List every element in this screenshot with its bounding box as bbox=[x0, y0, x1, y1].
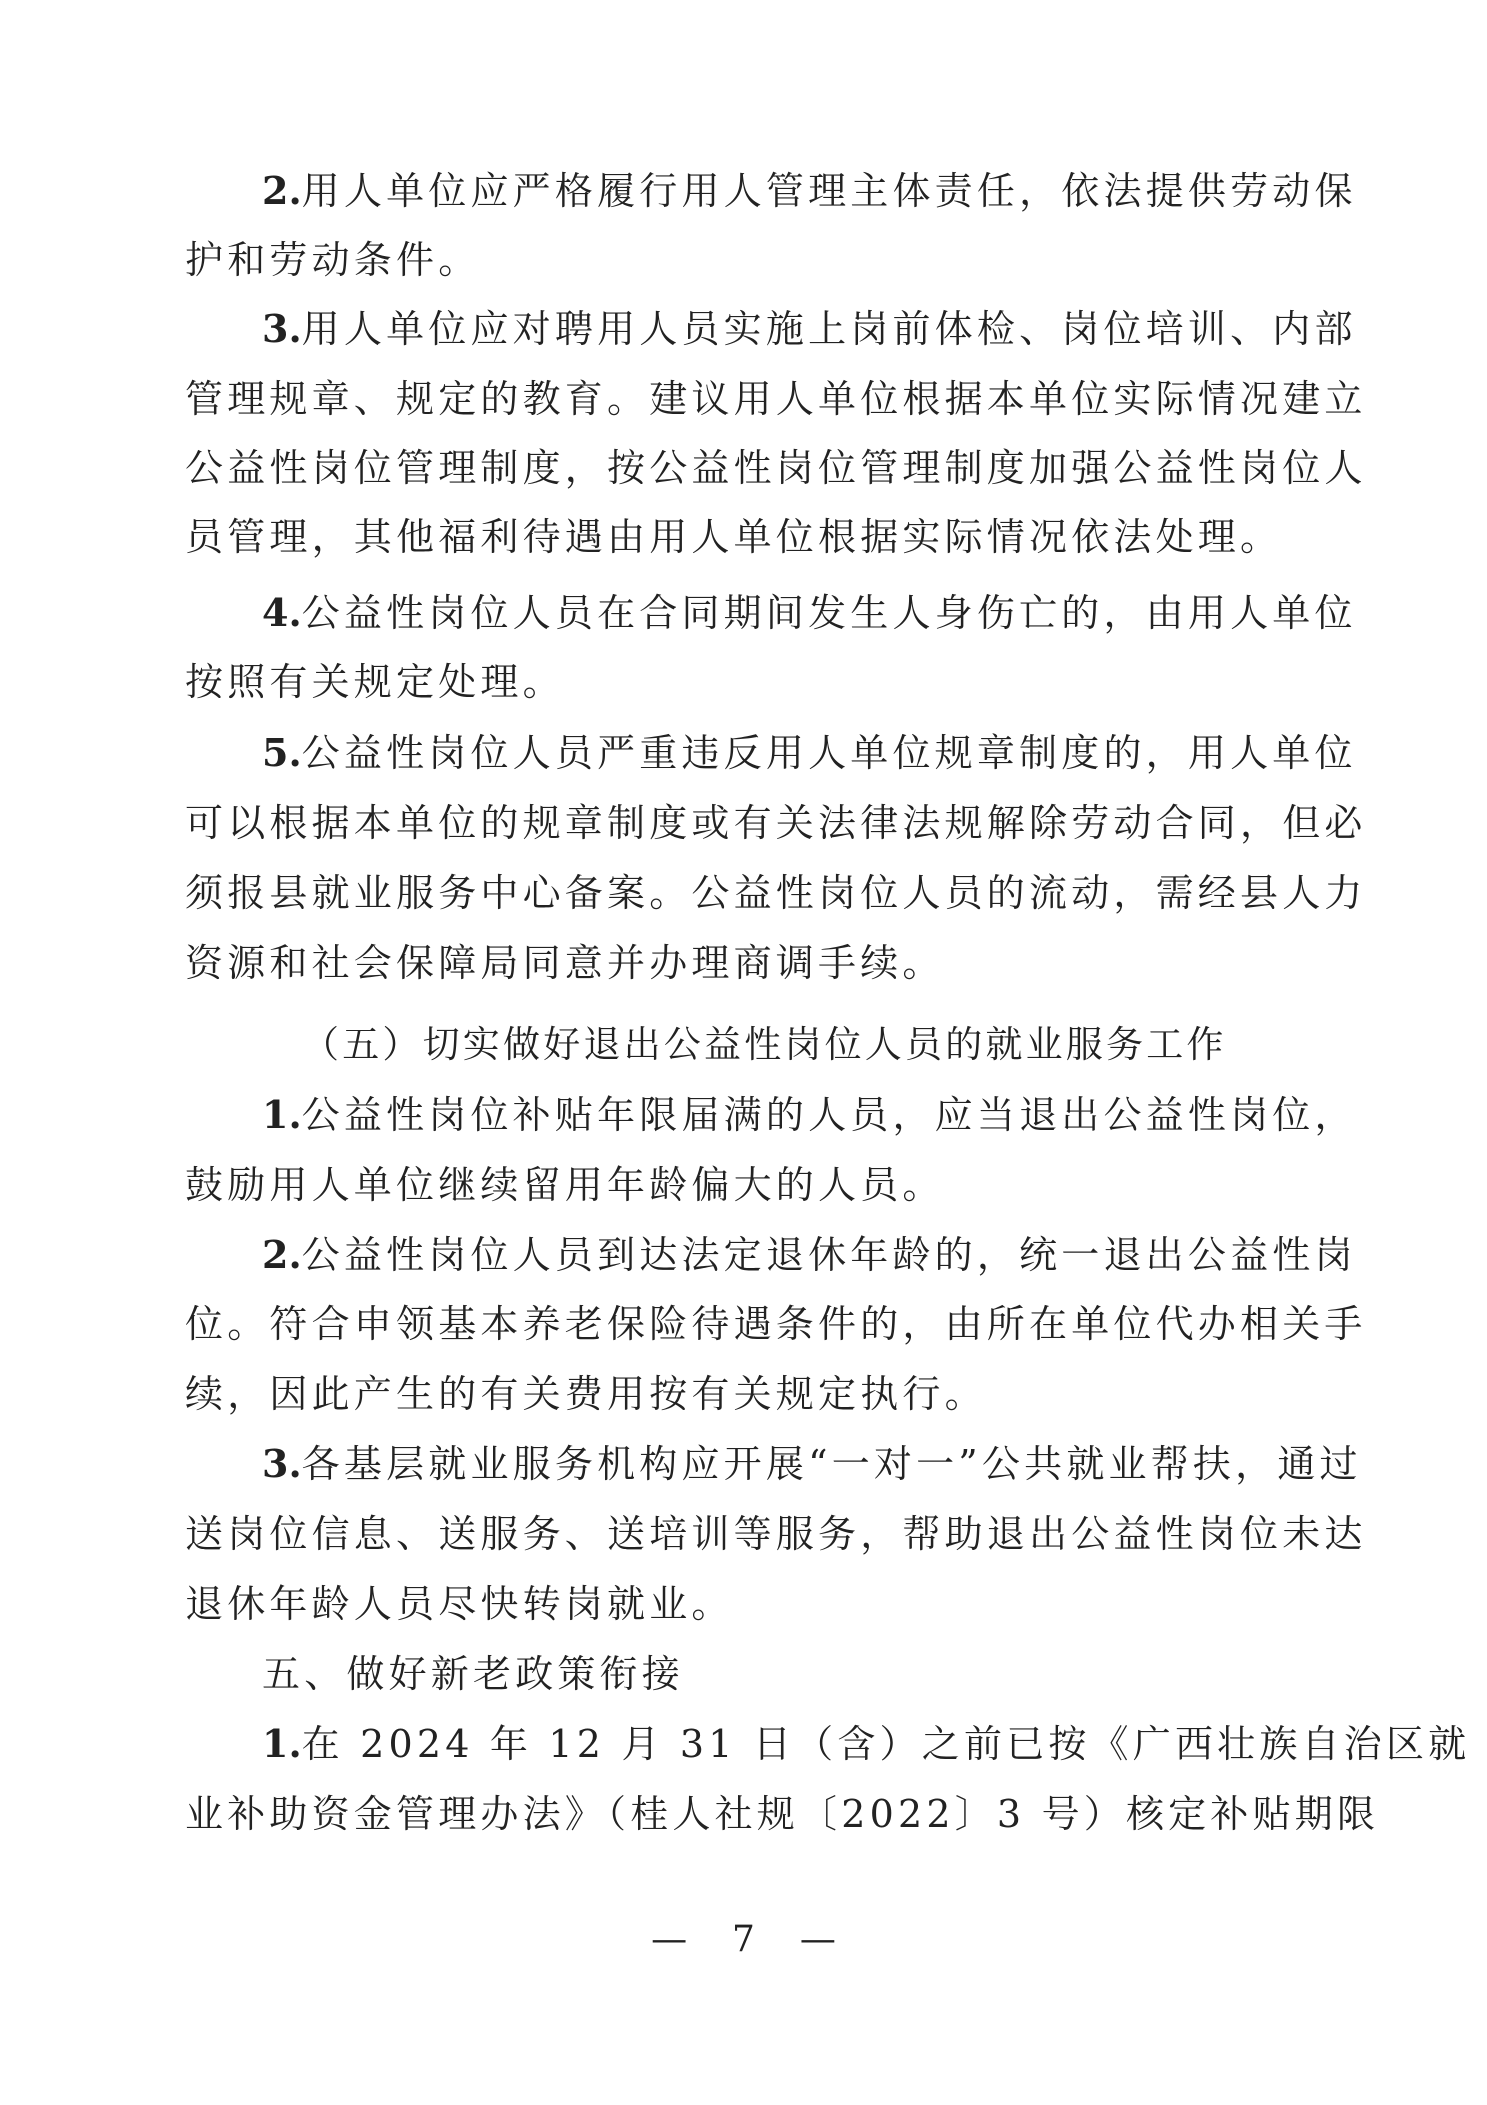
paragraph-line: 资源和社会保障局同意并办理商调手续。 bbox=[185, 941, 945, 985]
paragraph-line: 续，因此产生的有关费用按有关规定执行。 bbox=[185, 1372, 987, 1416]
paragraph-line: 退休年龄人员尽快转岗就业。 bbox=[185, 1582, 734, 1626]
paragraph-line: 3.各基层就业服务机构应开展“一对一”公共就业帮扶，通过 bbox=[262, 1441, 1362, 1486]
paragraph-line: 1.公益性岗位补贴年限届满的人员，应当退出公益性岗位， bbox=[262, 1092, 1357, 1137]
paragraph-line: 按照有关规定处理。 bbox=[185, 660, 565, 704]
page-number: — 7 — bbox=[651, 1919, 836, 1960]
paragraph-line: 公益性岗位管理制度，按公益性岗位管理制度加强公益性岗位人 bbox=[185, 446, 1367, 490]
paragraph-line: 位。符合申领基本养老保险待遇条件的，由所在单位代办相关手 bbox=[185, 1302, 1367, 1346]
paragraph-line: 3.用人单位应对聘用人员实施上岗前体检、岗位培训、内部 bbox=[262, 306, 1357, 351]
paragraph-line: 4.公益性岗位人员在合同期间发生人身伤亡的，由用人单位 bbox=[262, 590, 1357, 635]
paragraph-line: 管理规章、规定的教育。建议用人单位根据本单位实际情况建立 bbox=[185, 377, 1367, 421]
paragraph-line: 5.公益性岗位人员严重违反用人单位规章制度的，用人单位 bbox=[262, 730, 1357, 775]
section-subheading: （五）切实做好退出公益性岗位人员的就业服务工作 bbox=[302, 1023, 1227, 1066]
paragraph-line: 2.用人单位应严格履行用人管理主体责任，依法提供劳动保 bbox=[262, 168, 1357, 213]
section-heading: 五、做好新老政策衔接 bbox=[262, 1652, 685, 1696]
paragraph-line: 可以根据本单位的规章制度或有关法律法规解除劳动合同，但必 bbox=[185, 801, 1367, 845]
paragraph-line: 员管理，其他福利待遇由用人单位根据实际情况依法处理。 bbox=[185, 515, 1283, 559]
paragraph-line: 须报县就业服务中心备案。公益性岗位人员的流动，需经县人力 bbox=[185, 871, 1367, 915]
paragraph-line: 2.公益性岗位人员到达法定退休年龄的，统一退出公益性岗 bbox=[262, 1232, 1357, 1277]
paragraph-line: 送岗位信息、送服务、送培训等服务，帮助退出公益性岗位未达 bbox=[185, 1512, 1367, 1556]
paragraph-line: 鼓励用人单位继续留用年龄偏大的人员。 bbox=[185, 1163, 945, 1207]
paragraph-line: 1.在 2024 年 12 月 31 日（含）之前已按《广西壮族自治区就 bbox=[262, 1721, 1471, 1766]
paragraph-line: 护和劳动条件。 bbox=[185, 238, 481, 282]
paragraph-line: 业补助资金管理办法》（桂人社规〔2022〕3 号）核定补贴期限 bbox=[185, 1792, 1380, 1836]
